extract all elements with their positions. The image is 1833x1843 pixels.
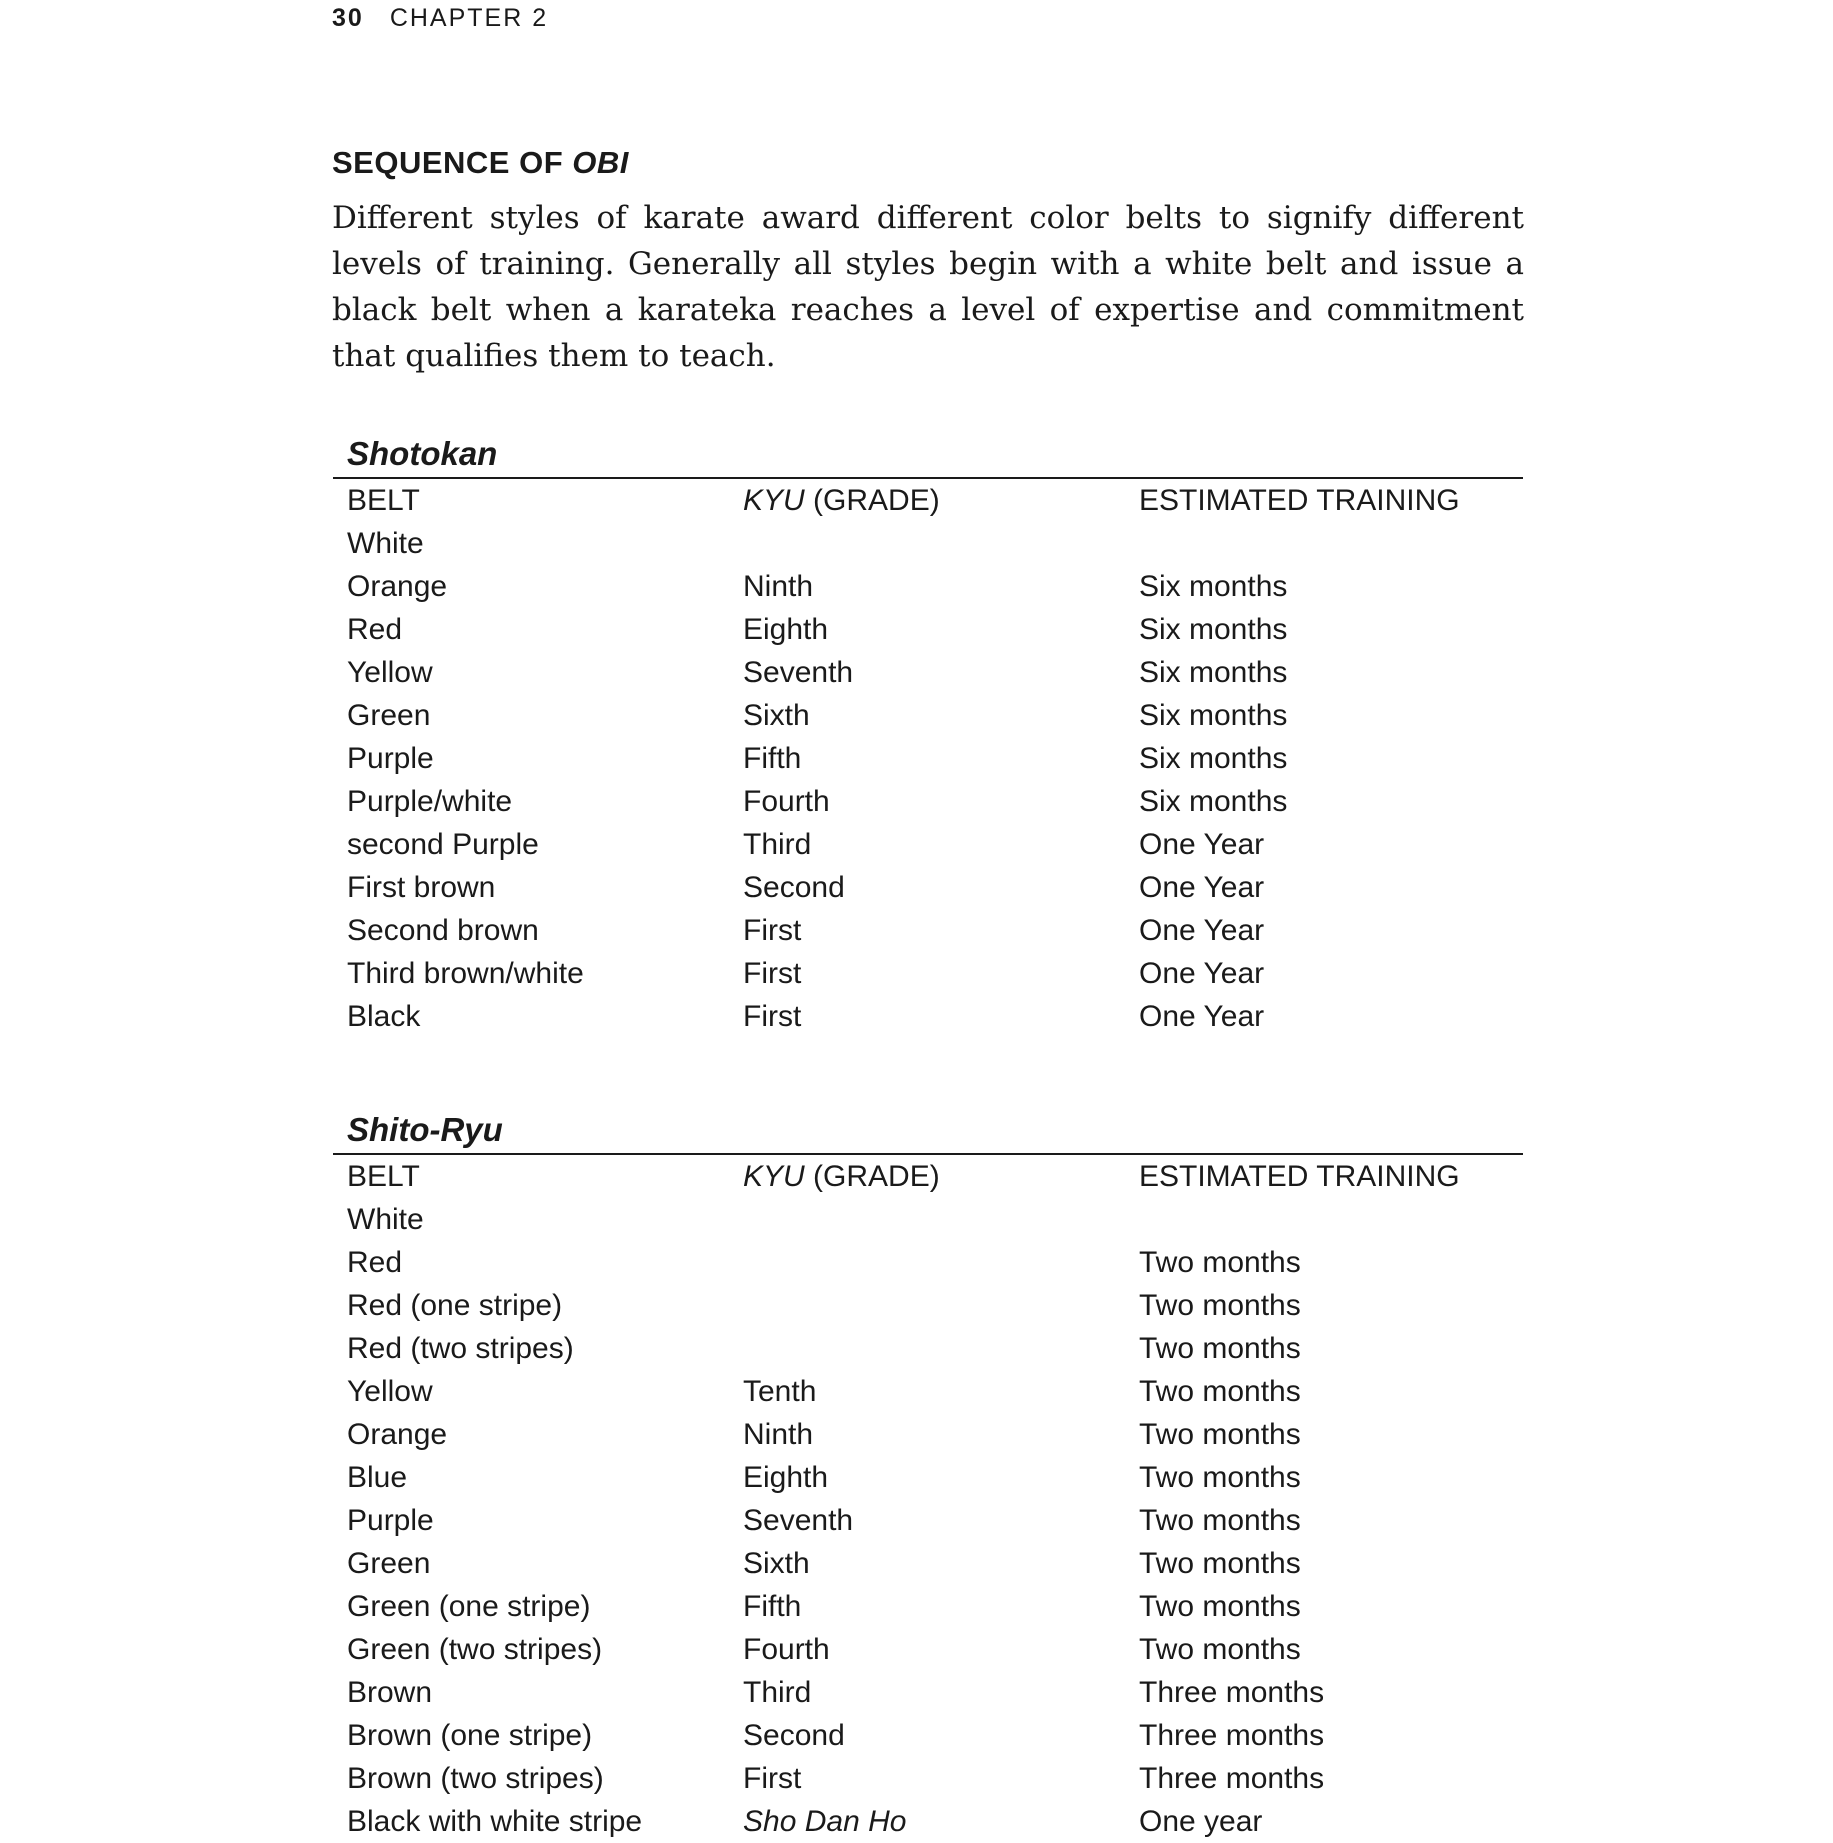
table-row bbox=[333, 1413, 1523, 1456]
grade-cell: First bbox=[743, 914, 802, 947]
training-cell: Two months bbox=[1139, 1246, 1301, 1279]
table-row bbox=[333, 565, 1523, 608]
running-head bbox=[332, 4, 548, 33]
header-training: ESTIMATED TRAINING bbox=[1139, 1160, 1460, 1193]
training-cell: Two months bbox=[1139, 1461, 1301, 1494]
table-row bbox=[333, 909, 1523, 952]
shito-ryu-table bbox=[333, 1107, 1523, 1843]
grade-cell: Fourth bbox=[743, 785, 830, 818]
chapter-label: CHAPTER 2 bbox=[389, 4, 549, 32]
training-cell: Two months bbox=[1139, 1418, 1301, 1451]
training-cell: Two months bbox=[1139, 1590, 1301, 1623]
table-row bbox=[333, 952, 1523, 995]
table-row bbox=[333, 995, 1523, 1038]
belt-cell: Blue bbox=[347, 1461, 408, 1494]
belt-cell: Orange bbox=[347, 1418, 448, 1451]
grade-cell: Ninth bbox=[743, 1418, 814, 1451]
table-header-row bbox=[333, 479, 1523, 522]
belt-cell: Red bbox=[347, 1246, 403, 1279]
training-cell: Two months bbox=[1139, 1633, 1301, 1666]
grade-cell: Sho Dan Ho bbox=[743, 1805, 907, 1838]
table-row bbox=[333, 1499, 1523, 1542]
section-heading-italic: OBI bbox=[572, 145, 629, 180]
belt-cell: Yellow bbox=[347, 1375, 433, 1408]
grade-cell: Eighth bbox=[743, 1461, 829, 1494]
table-row bbox=[333, 737, 1523, 780]
grade-cell: Third bbox=[743, 1676, 812, 1709]
training-cell bbox=[1139, 522, 1523, 565]
table-row bbox=[333, 1284, 1523, 1327]
belt-cell: Black bbox=[347, 1000, 421, 1033]
grade-cell: First bbox=[743, 957, 802, 990]
table-header-row bbox=[333, 1155, 1523, 1198]
grade-cell: Seventh bbox=[743, 1504, 854, 1537]
belt-cell: Green (two stripes) bbox=[347, 1633, 603, 1666]
intro-paragraph: Different styles of karate award different color belts to signify different levels of training. Generally all styles begin with a white belt and issue a black belt when a karateka reaches a level of expertise and commitment that qualifies them to teach. bbox=[332, 200, 1524, 374]
table-row bbox=[333, 1370, 1523, 1413]
belt-cell: Brown (one stripe) bbox=[347, 1719, 593, 1752]
table-row bbox=[333, 1671, 1523, 1714]
grade-cell bbox=[743, 1198, 1139, 1241]
training-cell: One Year bbox=[1139, 828, 1265, 861]
grade-cell bbox=[743, 1241, 1139, 1284]
grade-cell: Ninth bbox=[743, 570, 814, 603]
belt-cell: Green (one stripe) bbox=[347, 1590, 591, 1623]
belt-cell: Brown (two stripes) bbox=[347, 1762, 604, 1795]
table-row bbox=[333, 866, 1523, 909]
training-cell: Six months bbox=[1139, 570, 1288, 603]
grade-cell bbox=[743, 1284, 1139, 1327]
training-cell: One Year bbox=[1139, 914, 1265, 947]
header-grade-rest: (GRADE) bbox=[804, 1160, 940, 1193]
belt-cell: Green bbox=[347, 1547, 431, 1580]
training-cell: One year bbox=[1139, 1805, 1263, 1838]
training-cell: Three months bbox=[1139, 1762, 1325, 1795]
table-row bbox=[333, 1327, 1523, 1370]
training-cell: Two months bbox=[1139, 1547, 1301, 1580]
training-cell: One Year bbox=[1139, 957, 1265, 990]
training-cell: Six months bbox=[1139, 742, 1288, 775]
table-row bbox=[333, 1456, 1523, 1499]
grade-cell: First bbox=[743, 1762, 802, 1795]
section-heading-text: SEQUENCE OF bbox=[332, 145, 573, 180]
belt-cell: Second brown bbox=[347, 914, 539, 947]
table-row bbox=[333, 608, 1523, 651]
grade-cell: Third bbox=[743, 828, 812, 861]
grade-cell: First bbox=[743, 1000, 802, 1033]
belt-cell: Purple bbox=[347, 742, 434, 775]
training-cell: Two months bbox=[1139, 1289, 1301, 1322]
belt-cell: Purple bbox=[347, 1504, 434, 1537]
table-row bbox=[333, 651, 1523, 694]
table-row bbox=[333, 1585, 1523, 1628]
training-cell: Six months bbox=[1139, 699, 1288, 732]
belt-cell: Purple/white bbox=[347, 785, 513, 818]
grade-cell: Sixth bbox=[743, 1547, 810, 1580]
training-cell: Two months bbox=[1139, 1375, 1301, 1408]
belt-cell: First brown bbox=[347, 871, 496, 904]
training-cell: Three months bbox=[1139, 1676, 1325, 1709]
training-cell: One Year bbox=[1139, 1000, 1265, 1033]
belt-cell: Red (one stripe) bbox=[347, 1289, 563, 1322]
section-heading bbox=[332, 145, 629, 181]
table-title: Shito-Ryu bbox=[347, 1111, 503, 1148]
belt-cell: White bbox=[347, 1203, 424, 1236]
grade-cell: Fifth bbox=[743, 742, 802, 775]
page-number: 30 bbox=[332, 4, 364, 32]
belt-cell: Yellow bbox=[347, 656, 433, 689]
header-belt: BELT bbox=[347, 1160, 420, 1193]
shotokan-table bbox=[333, 431, 1523, 1038]
belt-cell: Orange bbox=[347, 570, 448, 603]
header-grade-italic: KYU bbox=[743, 484, 805, 517]
belt-cell: White bbox=[347, 527, 424, 560]
table-row bbox=[333, 1628, 1523, 1671]
grade-cell: Second bbox=[743, 1719, 845, 1752]
belt-cell: Black with white stripe bbox=[347, 1805, 643, 1838]
training-cell: Six months bbox=[1139, 656, 1288, 689]
training-cell: Two months bbox=[1139, 1332, 1301, 1365]
table-title: Shotokan bbox=[347, 435, 498, 472]
header-grade-italic: KYU bbox=[743, 1160, 805, 1193]
table-row bbox=[333, 1757, 1523, 1800]
grade-cell: Sixth bbox=[743, 699, 810, 732]
belt-cell: Third brown/white bbox=[347, 957, 584, 990]
header-belt: BELT bbox=[347, 484, 420, 517]
table-row bbox=[333, 1198, 1523, 1241]
header-training: ESTIMATED TRAINING bbox=[1139, 484, 1460, 517]
grade-cell: Fifth bbox=[743, 1590, 802, 1623]
header-grade-rest: (GRADE) bbox=[804, 484, 940, 517]
table-row bbox=[333, 780, 1523, 823]
training-cell: Six months bbox=[1139, 785, 1288, 818]
belt-cell: Brown bbox=[347, 1676, 433, 1709]
table-row bbox=[333, 694, 1523, 737]
grade-cell bbox=[743, 522, 1139, 565]
belt-cell: Green bbox=[347, 699, 431, 732]
belt-cell: Red bbox=[347, 613, 403, 646]
table-row bbox=[333, 1241, 1523, 1284]
table-row bbox=[333, 522, 1523, 565]
table-row bbox=[333, 1714, 1523, 1757]
grade-cell: Tenth bbox=[743, 1375, 817, 1408]
grade-cell: Seventh bbox=[743, 656, 854, 689]
training-cell: Two months bbox=[1139, 1504, 1301, 1537]
table-row bbox=[333, 1800, 1523, 1843]
grade-cell bbox=[743, 1327, 1139, 1370]
training-cell: Three months bbox=[1139, 1719, 1325, 1752]
header-grade bbox=[743, 1155, 1139, 1198]
header-grade bbox=[743, 479, 1139, 522]
training-cell bbox=[1139, 1198, 1523, 1241]
grade-cell: Fourth bbox=[743, 1633, 830, 1666]
table-row bbox=[333, 1542, 1523, 1585]
training-cell: Six months bbox=[1139, 613, 1288, 646]
belt-cell: Red (two stripes) bbox=[347, 1332, 574, 1365]
grade-cell: Eighth bbox=[743, 613, 829, 646]
training-cell: One Year bbox=[1139, 871, 1265, 904]
belt-cell: second Purple bbox=[347, 828, 539, 861]
grade-cell: Second bbox=[743, 871, 845, 904]
table-row bbox=[333, 823, 1523, 866]
